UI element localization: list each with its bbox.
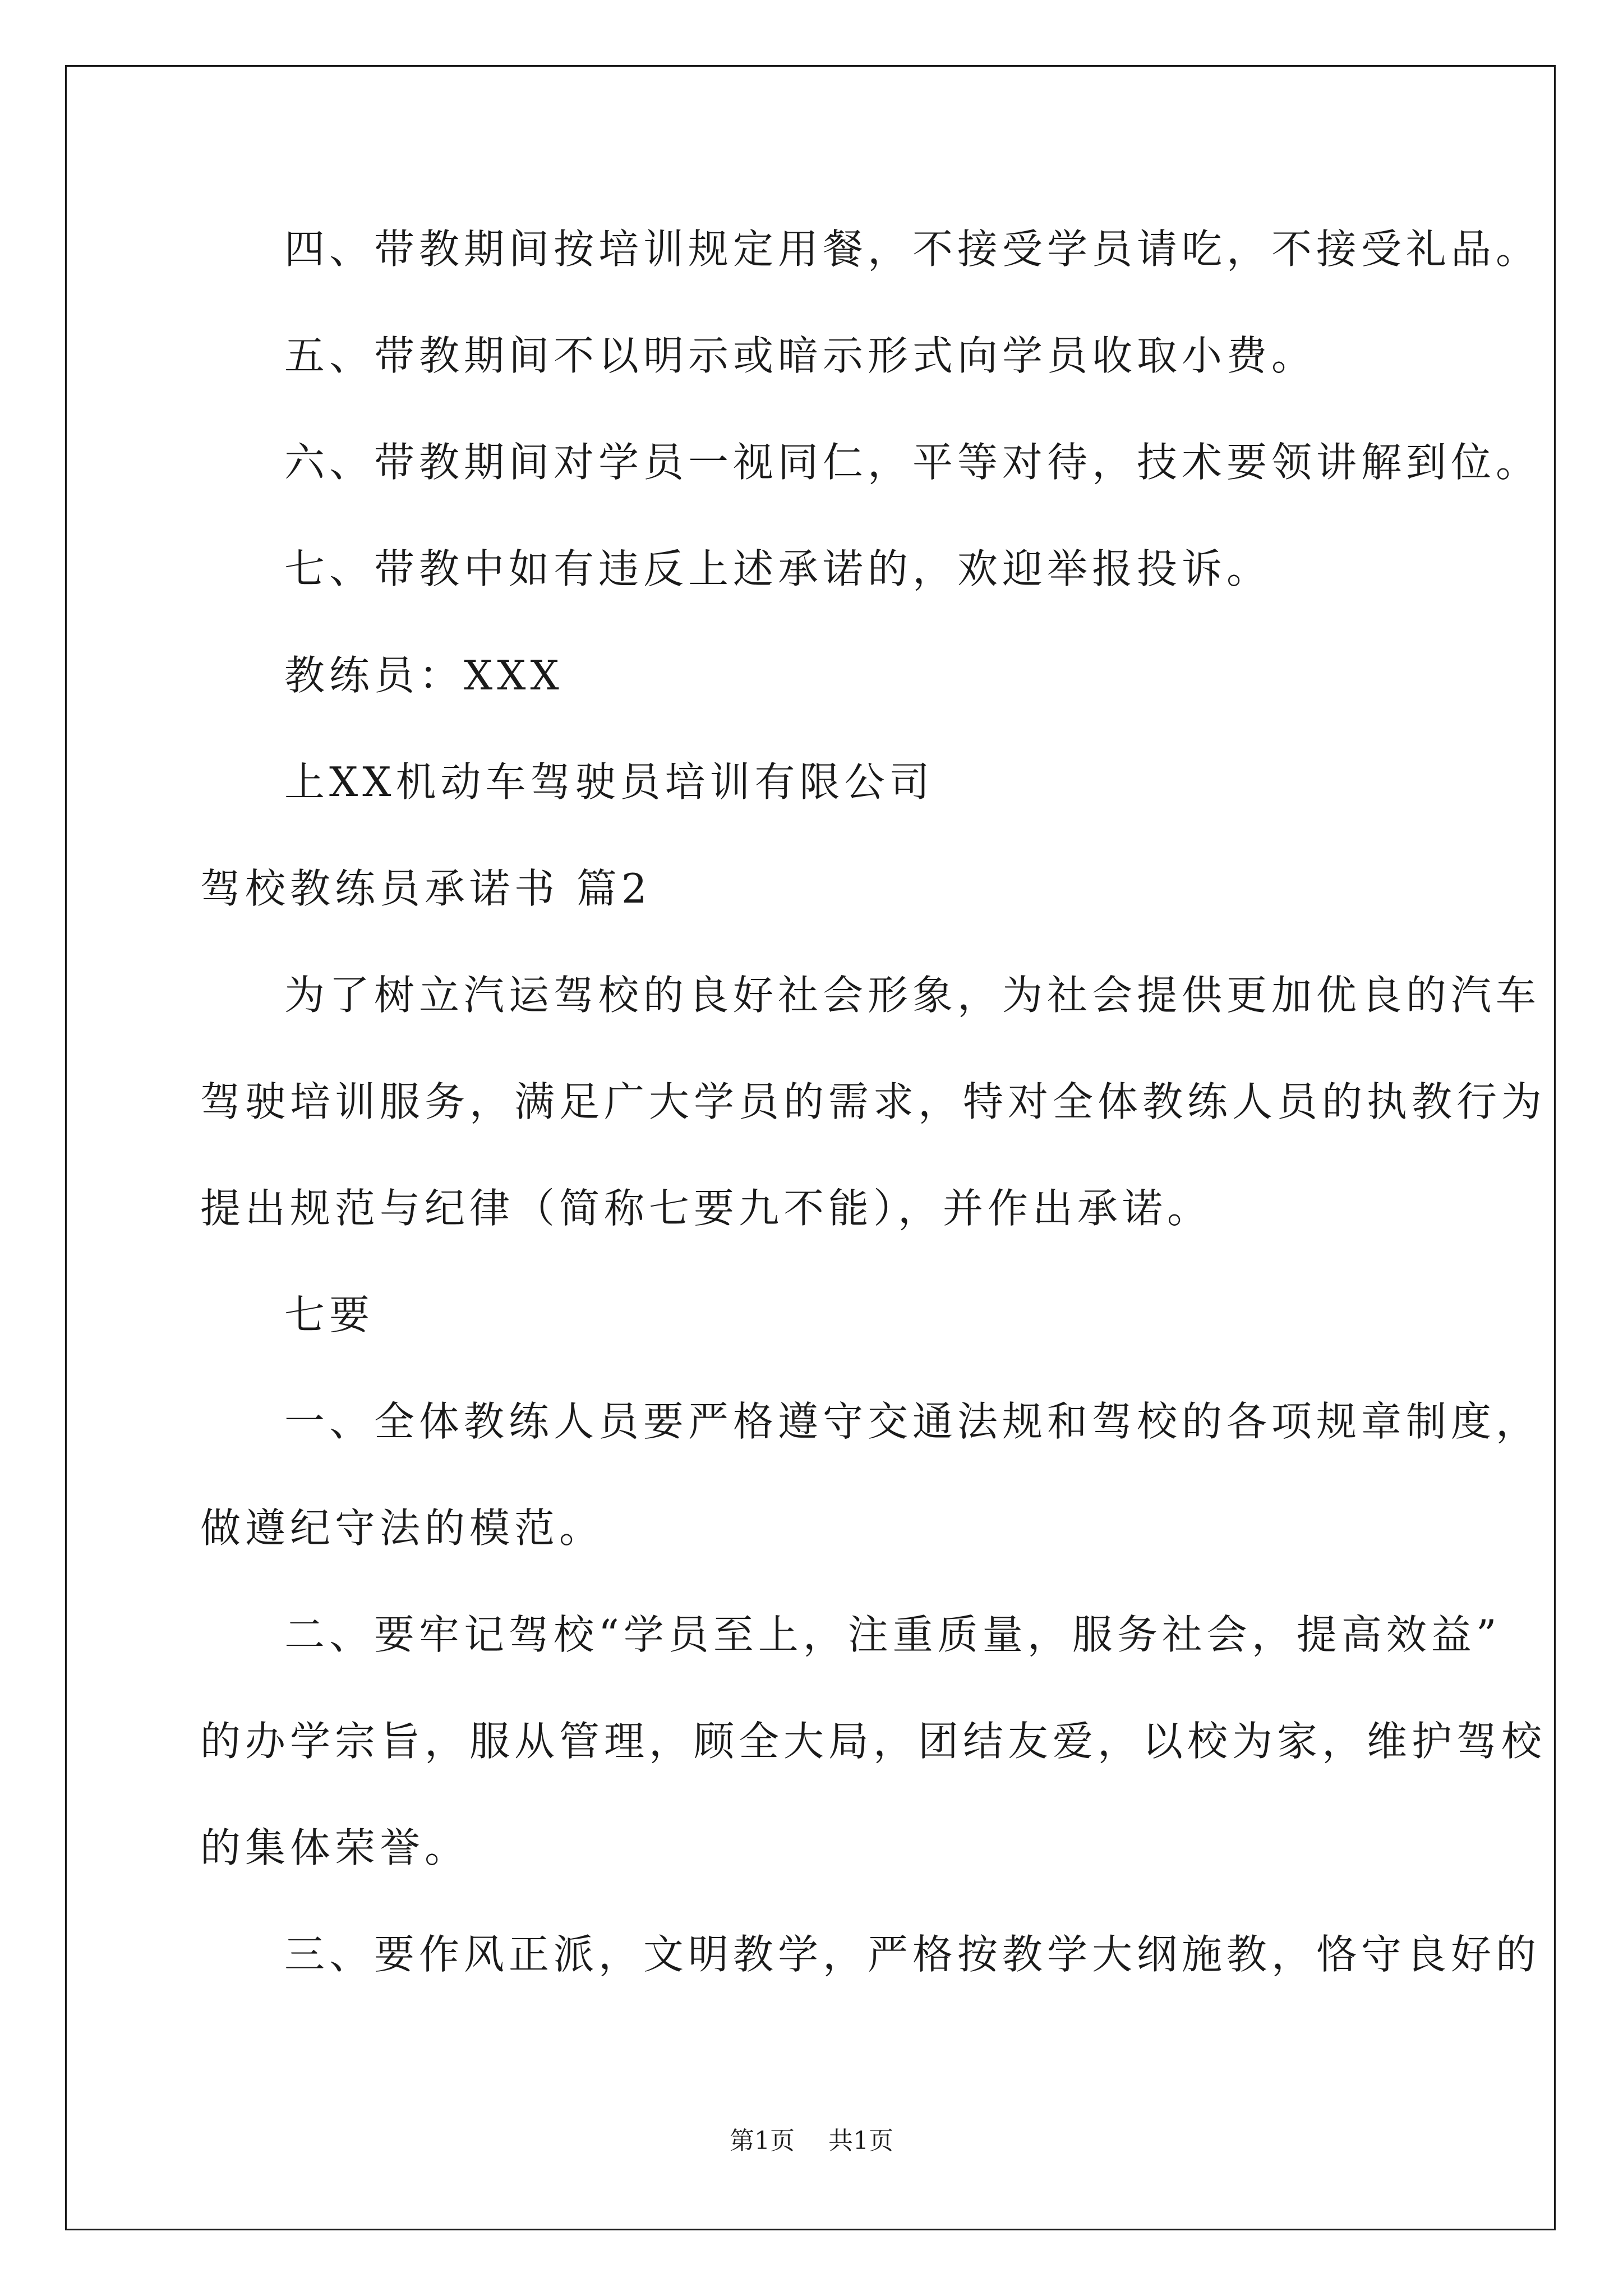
- paragraph-line: 做遵纪守法的模范。: [200, 1504, 605, 1552]
- paragraph-line: 五、带教期间不以明示或暗示形式向学员收取小费。: [284, 332, 1317, 379]
- paragraph-line: 提出规范与纪律（简称七要九不能），并作出承诺。: [200, 1185, 1212, 1232]
- paragraph-line: 四、带教期间按培训规定用餐，不接受学员请吃，不接受礼品。: [284, 226, 1541, 273]
- paragraph-line: 二、要牢记驾校“学员至上，注重质量，服务社会，提高效益”: [284, 1611, 1501, 1658]
- paragraph-line: 驾驶培训服务，满足广大学员的需求，特对全体教练人员的执教行为: [200, 1078, 1547, 1125]
- paragraph-line: 一、全体教练人员要严格遵守交通法规和驾校的各项规章制度，: [284, 1398, 1541, 1445]
- company-line: 上XX机动车驾驶员培训有限公司: [284, 758, 934, 806]
- paragraph-line: 七、带教中如有违反上述承诺的，欢迎举报投诉。: [284, 545, 1272, 592]
- page-total: 共1页: [828, 2127, 893, 2155]
- signature-line: 教练员：XXX: [284, 652, 564, 699]
- paragraph-line: 三、要作风正派，文明教学，严格按教学大纲施教，恪守良好的: [284, 1931, 1541, 1978]
- section-heading: 驾校教练员承诺书 篇2: [200, 865, 652, 912]
- page-footer: [0, 2129, 1623, 2154]
- paragraph-line: 六、带教期间对学员一视同仁，平等对待，技术要领讲解到位。: [284, 439, 1541, 486]
- paragraph-line: 为了树立汽运驾校的良好社会形象，为社会提供更加优良的汽车: [284, 972, 1541, 1019]
- paragraph-line: 的集体荣誉。: [200, 1824, 470, 1871]
- paragraph-line: 的办学宗旨，服从管理，顾全大局，团结友爱，以校为家，维护驾校: [200, 1718, 1547, 1765]
- subheading: 七要: [284, 1291, 375, 1338]
- page-number: 第1页: [730, 2127, 795, 2155]
- page-border: [65, 65, 1556, 2230]
